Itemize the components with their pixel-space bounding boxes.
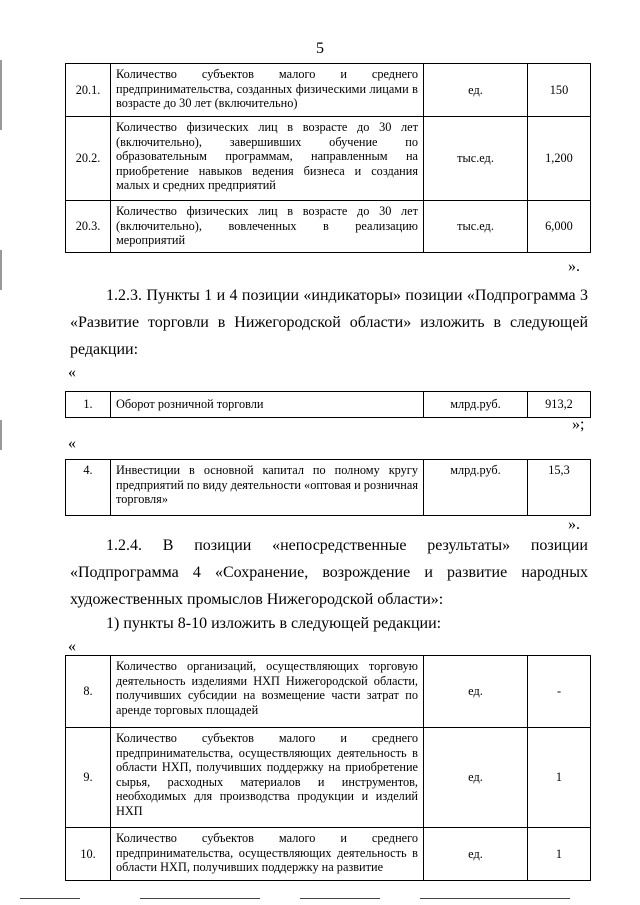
scan-footer-line [420, 898, 570, 899]
scan-footer-line [300, 898, 380, 899]
row-number: 20.2. [66, 117, 111, 201]
scan-footer-line [20, 898, 80, 899]
row-value: 913,2 [528, 392, 591, 418]
row-value: - [528, 656, 591, 728]
row-number: 8. [66, 656, 111, 728]
scan-edge [0, 250, 2, 290]
row-value: 6,000 [528, 201, 591, 253]
row-value: 150 [528, 64, 591, 117]
paragraph-1-2-4: 1.2.4. В позиции «непосредственные результаты» позиции «Подпрограмма 4 «Сохранение, возрождение и развитие народных художественных промыслов Нижегородской области»: [70, 537, 588, 608]
scan-footer-line [140, 898, 260, 899]
table-row [66, 656, 591, 728]
row-number: 20.1. [66, 64, 111, 117]
row-value: 1 [528, 728, 591, 828]
table-row [66, 64, 591, 117]
row-value: 1,200 [528, 117, 591, 201]
row-number: 10. [66, 828, 111, 881]
row-unit: ед. [424, 728, 528, 828]
row-description: Количество субъектов малого и среднего предпринимательства, осуществляющих деятельность в области НХП, получивших поддержку на приобретение сырья, расходных материалов и инструментов, необходимых для производства продукции и изделий НХП [111, 728, 424, 828]
row-number: 9. [66, 728, 111, 828]
closing-quote: »; [572, 416, 585, 433]
row-unit: тыс.ед. [424, 201, 528, 253]
table-row [66, 201, 591, 253]
closing-quote: ». [568, 258, 580, 275]
paragraph-1-2-3: 1.2.3. Пункты 1 и 4 позиции «индикаторы» позиции «Подпрограмма 3 «Развитие торговли в Нижегородской области» изложить в следующей редакции: [70, 287, 588, 358]
table-row [66, 728, 591, 828]
row-number: 1. [66, 392, 111, 418]
indicators-table-2 [65, 391, 591, 418]
opening-quote: « [68, 364, 76, 381]
row-description: Количество организаций, осуществляющих торговую деятельность изделиями НХП Нижегородской области, получивших субсидии на возмещение части затрат по аренде торговых площадей [111, 656, 424, 728]
table-row [66, 117, 591, 201]
table-row [66, 460, 591, 516]
row-description: Количество субъектов малого и среднего предпринимательства, осуществляющих деятельность в области НХП, получивших поддержку на развитие [111, 828, 424, 881]
closing-quote: ». [568, 516, 580, 533]
opening-quote: « [68, 638, 76, 655]
row-unit: ед. [424, 656, 528, 728]
paragraph-1-2-4-item-1: 1) пункты 8-10 изложить в следующей редакции: [106, 615, 442, 632]
table-row [66, 392, 591, 418]
row-description: Оборот розничной торговли [111, 392, 424, 418]
row-unit: млрд.руб. [424, 460, 528, 516]
opening-quote: « [68, 435, 76, 452]
table-row [66, 828, 591, 881]
row-number: 4. [66, 460, 111, 516]
indicators-table-1 [65, 63, 591, 253]
row-unit: ед. [424, 828, 528, 881]
row-value: 15,3 [528, 460, 591, 516]
indicators-table-4 [65, 655, 591, 881]
row-description: Количество субъектов малого и среднего предпринимательства, созданных физическими лицами в возрасте до 30 лет (включительно) [111, 64, 424, 117]
scan-edge [0, 60, 2, 130]
row-description: Количество физических лиц в возрасте до 30 лет (включительно), завершивших обучение по образовательным программам, направленным на приобретение навыков ведения бизнеса и создания малых и средних предприятий [111, 117, 424, 201]
row-unit: ед. [424, 64, 528, 117]
row-unit: млрд.руб. [424, 392, 528, 418]
row-number: 20.3. [66, 201, 111, 253]
row-value: 1 [528, 828, 591, 881]
row-description: Количество физических лиц в возрасте до 30 лет (включительно), вовлеченных в реализацию мероприятий [111, 201, 424, 253]
indicators-table-3 [65, 459, 591, 516]
page-number: 5 [316, 40, 324, 57]
row-unit: тыс.ед. [424, 117, 528, 201]
row-description: Инвестиции в основной капитал по полному кругу предприятий по виду деятельности «оптовая и розничная торговля» [111, 460, 424, 516]
scan-edge [0, 420, 2, 450]
